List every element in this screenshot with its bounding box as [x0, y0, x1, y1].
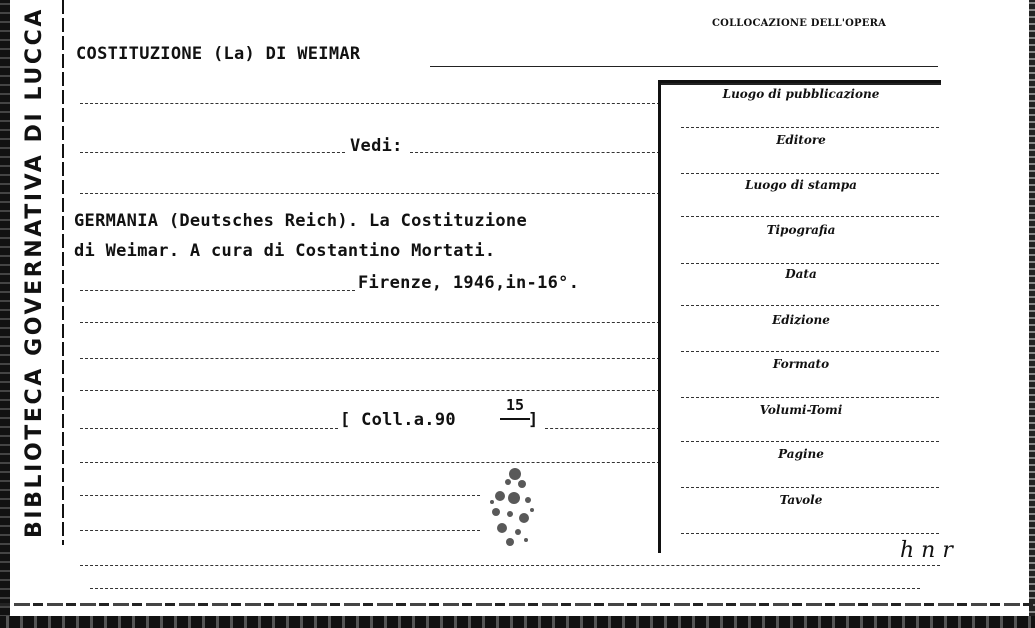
rule-line [80, 565, 940, 566]
rule-line [80, 462, 660, 463]
rule-line [80, 193, 660, 194]
rule-line [80, 103, 660, 104]
rule-line [80, 390, 660, 391]
rule-line [545, 428, 660, 429]
rule-line [80, 152, 345, 153]
field-edizione: Edizione [772, 313, 830, 327]
rule-line [90, 588, 920, 589]
entry-line-2: di Weimar. A cura di Costantino Mortati. [74, 241, 496, 261]
entry-line-3: Firenze, 1946,in-16°. [358, 273, 580, 293]
handwritten-note: h n r [900, 538, 953, 563]
panel-rule [681, 351, 939, 352]
see-reference: Vedi: [350, 136, 403, 156]
field-formato: Formato [772, 357, 830, 371]
institution-label [14, 0, 54, 545]
field-data: Data [785, 267, 817, 281]
panel-rule [681, 305, 939, 306]
rule-line [80, 358, 660, 359]
panel-rule [681, 441, 939, 442]
institution-text: BIBLIOTECA GOVERNATIVA DI LUCCA [21, 7, 47, 538]
panel-rule [681, 127, 939, 128]
entry-heading: COSTITUZIONE (La) DI WEIMAR [76, 44, 361, 64]
field-editore: Editore [776, 133, 826, 147]
collocation-header: COLLOCAZIONE DELL'OPERA [712, 18, 887, 29]
rule-line [80, 428, 338, 429]
field-tipografia: Tipografia [766, 223, 836, 237]
field-pagine: Pagine [778, 447, 824, 461]
field-tavole: Tavole [779, 493, 823, 507]
panel-rule [681, 397, 939, 398]
card-edge-left [0, 0, 10, 628]
panel-rule [681, 487, 939, 488]
card-edge-bottom-rule [0, 603, 1035, 606]
rule-line [80, 530, 480, 531]
rule-line [410, 152, 660, 153]
rule-line [80, 495, 480, 496]
shelfmark-close: ] [528, 410, 539, 430]
field-volumi-tomi: Volumi-Tomi [759, 403, 843, 417]
shelfmark: [ Coll.a.90 [340, 410, 456, 430]
field-luogo-pubblicazione: Luogo di pubblicazione [722, 87, 880, 101]
panel-rule [681, 173, 939, 174]
panel-rule [681, 533, 939, 534]
left-margin-rule [62, 0, 64, 545]
rule-line [430, 66, 938, 67]
publication-details-panel [658, 80, 941, 553]
library-stamp [480, 462, 550, 552]
panel-rule [681, 216, 939, 217]
card-edge-bottom [0, 616, 1035, 628]
panel-rule [681, 263, 939, 264]
panel-rule [661, 83, 941, 85]
shelfmark-fraction-bar [500, 418, 530, 420]
shelfmark-fraction-number: 15 [506, 396, 525, 414]
card-edge-right [1029, 0, 1035, 628]
entry-line-1: GERMANIA (Deutsches Reich). La Costituzione [74, 211, 527, 231]
rule-line [80, 322, 660, 323]
field-luogo-stampa: Luogo di stampa [745, 178, 857, 192]
rule-line [80, 290, 355, 291]
